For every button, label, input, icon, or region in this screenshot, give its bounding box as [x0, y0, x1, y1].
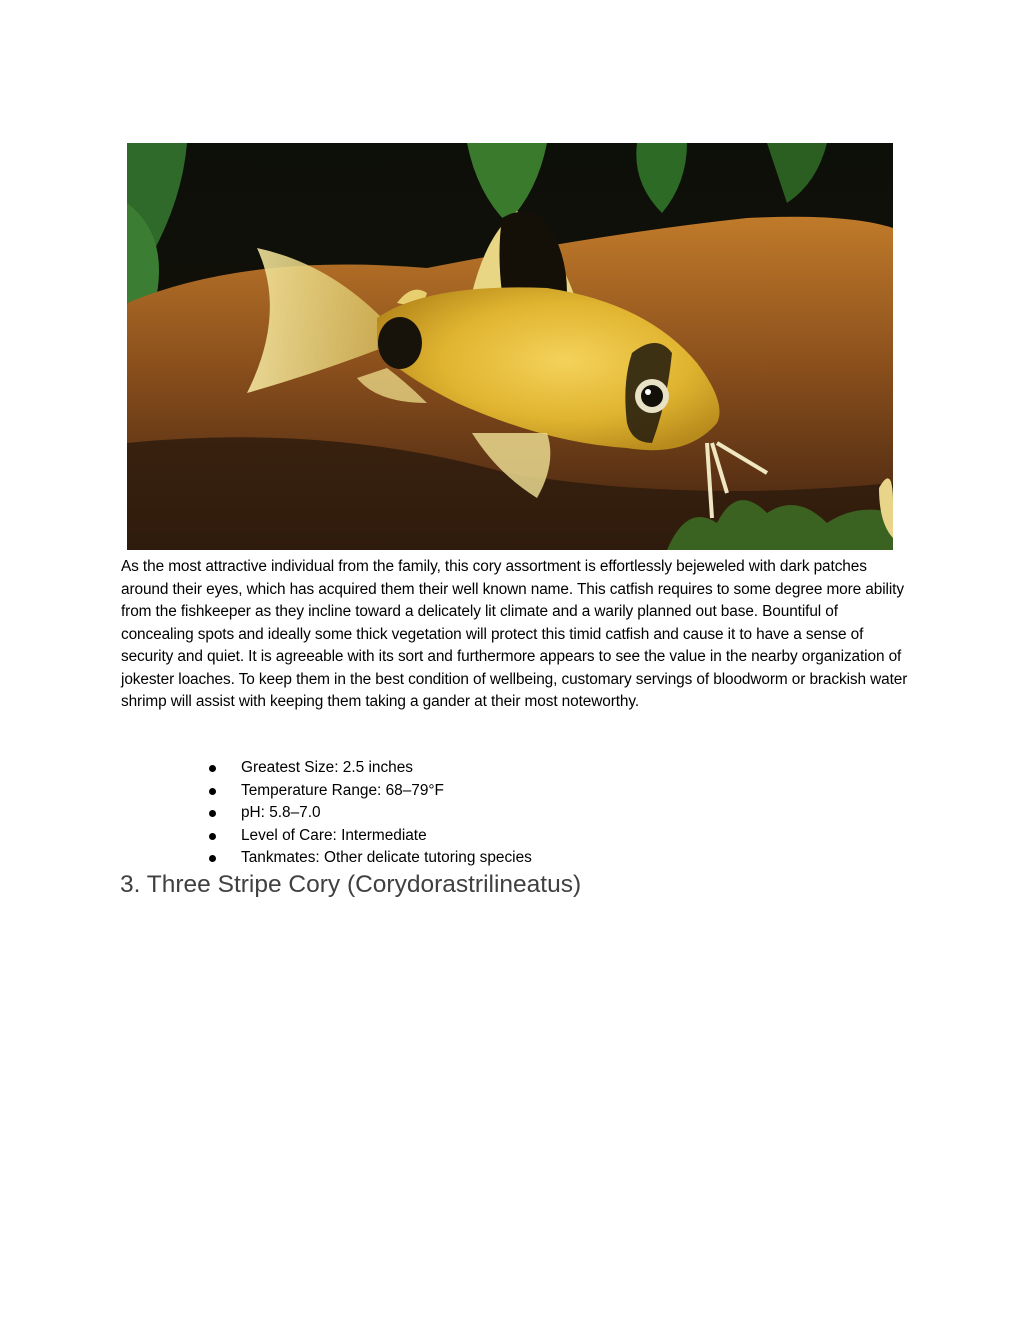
fact-tankmates: Tankmates: Other delicate tutoring species — [241, 849, 532, 866]
list-item — [209, 802, 532, 825]
bullet-icon — [209, 810, 216, 817]
fact-ph: pH: 5.8–7.0 — [241, 804, 321, 821]
fact-level-of-care: Level of Care: Intermediate — [241, 826, 427, 844]
bullet-icon — [209, 765, 216, 772]
fact-greatest-size: Greatest Size: 2.5 inches — [241, 759, 413, 776]
bullet-icon — [209, 833, 216, 840]
list-item — [209, 825, 532, 848]
section-heading: 3. Three Stripe Cory (Corydorastrilineatus) — [120, 871, 582, 898]
list-item — [209, 757, 532, 780]
bullet-icon — [209, 788, 216, 795]
list-item — [209, 847, 532, 870]
list-item — [209, 780, 532, 803]
fish-illustration — [127, 143, 893, 550]
fish-facts-list — [209, 757, 532, 870]
bullet-icon — [209, 855, 216, 862]
fact-temperature-range: Temperature Range: 68–79°F — [241, 781, 444, 799]
article-paragraph: As the most attractive individual from the family, this cory assortment is effortlessly bejeweled with dark patches around their eyes, which has acquired them their well known name. This catfish requires to some degree more ability from the fishkeeper as they incline toward a delicately lit climate and a warily planned out base. Bountiful of concealing spots and ideally some thick vegetation will protect this timid catfish and cause it to have a sense of security and quiet. It is agreeable with its sort and furthermore appears to see the value in the nearby organization of jokester loaches. To keep them in the best condition of wellbeing, customary servings of bloodworm or brackish water shrimp will assist with keeping them taking a gander at their most noteworthy. — [121, 558, 908, 710]
fish-photo — [127, 143, 893, 550]
